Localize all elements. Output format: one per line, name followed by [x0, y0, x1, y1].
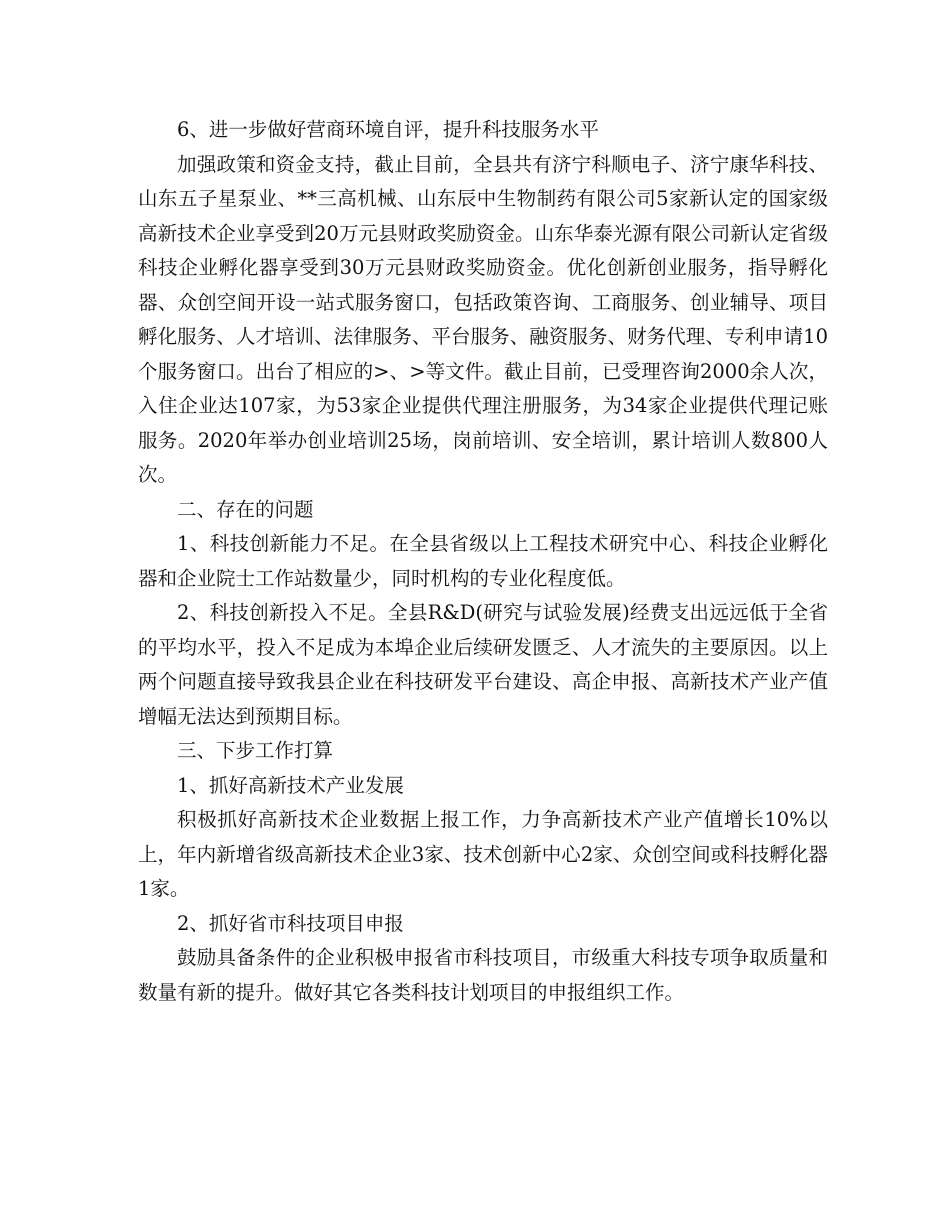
body-paragraph-problem-1: 1、科技创新能力不足。在全县省级以上工程技术研究中心、科技企业孵化器和企业院士工作站数量少，同时机构的专业化程度低。 — [138, 532, 828, 590]
body-paragraph-policy-support: 加强政策和资金支持，截止目前，全县共有济宁科顺电子、济宁康华科技、山东五子星泵业、**三高机械、山东辰中生物制药有限公司5家新认定的国家级高新技术企业享受到20万元县财政奖励资金。山东华泰光源有限公司新认定省级科技企业孵化器享受到30万元县财政奖励资金。优化创新创业服务，指导孵化器、众创空间开设一站式服务窗口，包括政策咨询、工商服务、创业辅导、项目孵化服务、人才培训、法律服务、平台服务、融资服务、财务代理、专利申请10个服务窗口。出台了相应的>、>等文件。截止目前，已受理咨询2000余人次，入住企业达107家，为53家企业提供代理注册服务，为34家企业提供代理记账服务。2020年举办创业培训25场，岗前培训、安全培训，累计培训人数800人次。 — [138, 152, 828, 486]
subheading-hightech-industry: 1、抓好高新技术产业发展 — [177, 773, 404, 797]
section-heading-problems: 二、存在的问题 — [177, 497, 314, 521]
body-paragraph-project-application: 鼓励具备条件的企业积极申报省市科技项目，市级重大科技专项争取质量和数量有新的提升。做好其它各类科技计划项目的申报组织工作。 — [138, 946, 828, 1004]
section-heading-next-steps: 三、下步工作打算 — [177, 739, 334, 762]
subheading-project-application: 2、抓好省市科技项目申报 — [177, 911, 404, 935]
section-heading-6: 6、进一步做好营商环境自评，提升科技服务水平 — [177, 118, 599, 141]
document-page — [138, 113, 828, 1010]
body-paragraph-hightech-industry: 积极抓好高新技术企业数据上报工作，力争高新技术产业产值增长10%以上，年内新增省级高新技术企业3家、技术创新中心2家、众创空间或科技孵化器1家。 — [138, 808, 828, 900]
body-paragraph-problem-2: 2、科技创新投入不足。全县R&D(研究与试验发展)经费支出远远低于全省的平均水平，投入不足成为本埠企业后续研发匮乏、人才流失的主要原因。以上两个问题直接导致我县企业在科技研发平台建设、高企申报、高新技术产业产值增幅无法达到预期目标。 — [138, 601, 828, 728]
